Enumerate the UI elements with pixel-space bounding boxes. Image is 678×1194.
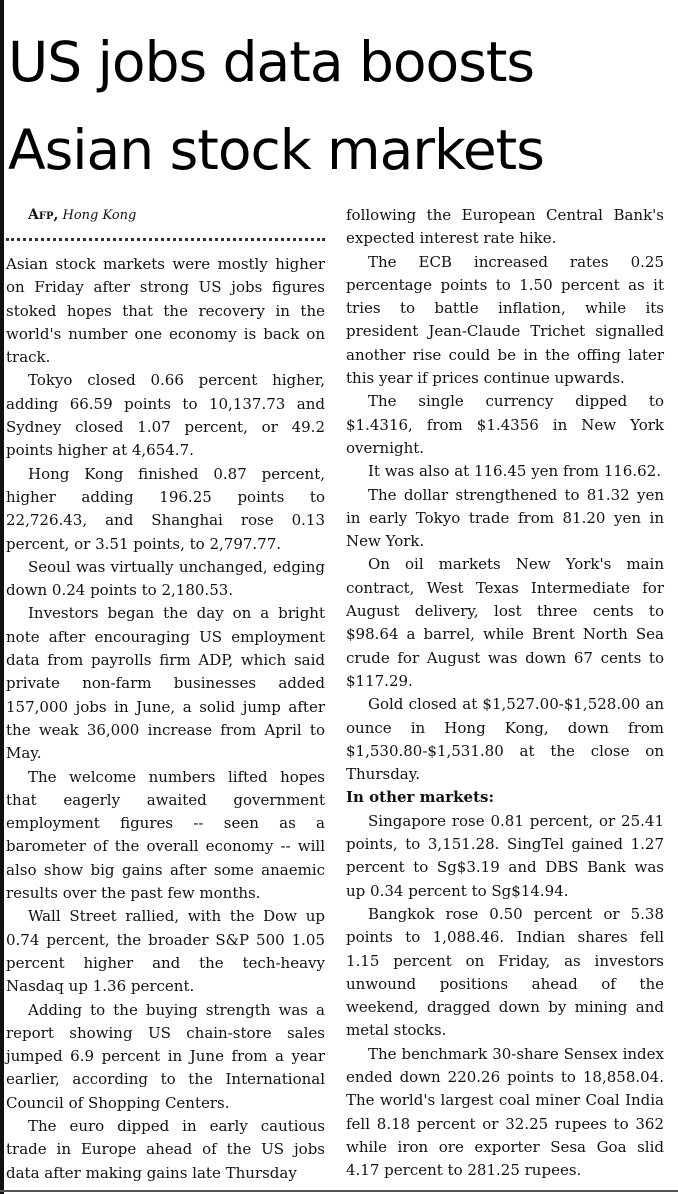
paragraph: The single currency dipped to $1.4316, from $1.4356 in New York overnight.: [346, 392, 664, 457]
paragraph: Investors began the day on a bright note after encouraging US employment data from payrolls firm ADP, which said private non-farm businesses added 157,000 jobs in June, a solid jump after the weak 36,000 increase from April to May.: [6, 604, 325, 763]
byline: [6, 204, 325, 227]
headline: [8, 18, 676, 194]
paragraph: The welcome numbers lifted hopes that eagerly awaited government employment figures -- seen as a barometer of the overall economy -- will also show big gains after some anaemic results over the past few months.: [6, 767, 325, 903]
paragraph-continuation: following the European Central Bank's expected interest rate hike.: [346, 206, 664, 248]
left-column: [6, 204, 325, 1185]
paragraph: The dollar strengthened to 81.32 yen in early Tokyo trade from 81.20 yen in New York.: [346, 485, 664, 551]
paragraph: The euro dipped in early cautious trade in Europe ahead of the US jobs data after making gains late Thursday: [6, 1116, 325, 1182]
paragraph: Hong Kong finished 0.87 percent, higher adding 196.25 points to 22,726.43, and Shanghai rose 0.13 percent, or 3.51 points, to 2,797.77.: [6, 464, 325, 553]
headline-line-2: Asian stock markets: [8, 118, 544, 182]
paragraph: Tokyo closed 0.66 percent higher, adding 66.59 points to 10,137.73 and Sydney closed 1.07 percent, or 49.2 points higher at 4,654.7.: [6, 371, 325, 460]
paragraph: The ECB increased rates 0.25 percentage points to 1.50 percent as it tries to battle inflation, while its president Jean-Claude Trichet signalled another rise could be in the offing later this year if prices continue upwards.: [346, 252, 664, 388]
subheading: In other markets:: [346, 788, 494, 807]
paragraph: Adding to the buying strength was a report showing US chain-store sales jumped 6.9 percent in June from a year earlier, according to the International Council of Shopping Centers.: [6, 1000, 325, 1112]
paragraph: The benchmark 30-share Sensex index ended down 220.26 points to 18,858.04. The world's largest coal miner Coal India fell 8.18 percent or 32.25 rupees to 362 while iron ore exporter Sesa Goa slid 4.17 percent to 281.25 rupees.: [346, 1044, 664, 1180]
bottom-border-rule: [0, 1190, 678, 1192]
byline-place: Hong Kong: [62, 208, 137, 223]
headline-line-1: US jobs data boosts: [8, 30, 535, 94]
paragraph: Singapore rose 0.81 percent, or 25.41 points, to 3,151.28. SingTel gained 1.27 percent to Sg$3.19 and DBS Bank was up 0.34 percent to Sg$14.94.: [346, 811, 664, 900]
paragraph: Asian stock markets were mostly higher on Friday after strong US jobs figures stoked hopes that the recovery in the world's number one economy is back on track.: [6, 255, 325, 367]
right-column: [346, 204, 664, 1182]
dotted-separator: [6, 230, 325, 241]
paragraph: Seoul was virtually unchanged, edging down 0.24 points to 2,180.53.: [6, 557, 325, 600]
paragraph: Wall Street rallied, with the Dow up 0.74 percent, the broader S&P 500 1.05 percent higher and the tech-heavy Nasdaq up 1.36 percent.: [6, 907, 325, 996]
paragraph: It was also at 116.45 yen from 116.62.: [368, 462, 661, 481]
paragraph: Gold closed at $1,527.00-$1,528.00 an ounce in Hong Kong, down from $1,530.80-$1,531.80 at the close on Thursday.: [346, 695, 664, 784]
left-border-rule: [0, 0, 4, 1194]
paragraph: On oil markets New York's main contract, West Texas Intermediate for August delivery, lost three cents to $98.64 a barrel, while Brent North Sea crude for August was down 67 cents to $117.29.: [346, 555, 664, 690]
byline-agency: Afp,: [28, 207, 59, 223]
paragraph: Bangkok rose 0.50 percent or 5.38 points to 1,088.46. Indian shares fell 1.15 percent on Friday, as investors unwound positions ahead of the weekend, dragged down by mining and metal stocks.: [346, 904, 664, 1040]
